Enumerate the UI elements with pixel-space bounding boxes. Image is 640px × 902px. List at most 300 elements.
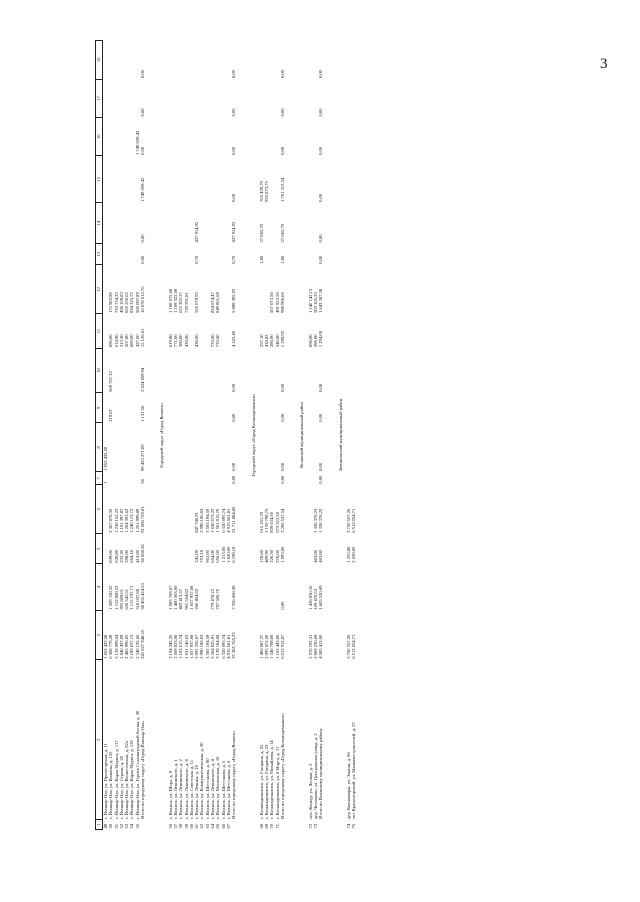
value-cell: 3 128 899,04	[113, 634, 119, 659]
row-number-cell: 58	[178, 823, 184, 829]
value-cell: 241 827 948,55	[140, 630, 146, 659]
value-cell: 507 073,50	[269, 292, 275, 313]
total-row	[318, 41, 328, 830]
value-cell: 0,00	[280, 475, 286, 484]
section-heading: Звениговский муниципальный район	[337, 398, 343, 472]
address-cell: г. Йошкар-Ола, ул. Серова, д. 20	[118, 756, 124, 819]
value-cell: 1 346 708,00	[269, 634, 275, 659]
value-cell: 3 189 637,15	[129, 634, 135, 659]
address-cell: пос. Кочкур, ул. Лесная, д. 2	[307, 763, 313, 819]
value-cell: 733,00	[210, 334, 216, 348]
column-header: 11	[96, 314, 103, 348]
value-cell: 2 307 878,32	[108, 508, 114, 533]
value-cell: 507,80	[124, 334, 130, 348]
value-cell: 2 990 186,03	[199, 634, 205, 659]
address-cell: г. Волжск, ул. Ленинского, д. 8	[183, 759, 189, 819]
value-cell: 491 922,50	[274, 292, 280, 313]
row-number-cell: 61	[194, 823, 200, 829]
value-cell: 0,00	[280, 413, 286, 422]
value-cell: 280,00	[269, 334, 275, 348]
value-cell: 1 261 999,89	[134, 508, 140, 533]
total-row	[231, 41, 241, 830]
value-cell: 427 914,92	[194, 221, 200, 243]
address-cell: г. Козьмодемьянск, ул. Гагарина, д. 23	[264, 744, 270, 819]
value-cell: 21 711 884,00	[231, 506, 237, 533]
value-cell: 0,00	[231, 108, 237, 117]
value-cell: 4 915 561,81	[225, 634, 231, 659]
value-cell: 626 342,61	[124, 588, 130, 610]
value-cell: 0,00	[318, 234, 324, 243]
address-cell: г. Козьмодемьянск, ул. Михайлова, д. 14	[269, 740, 275, 819]
row-number-cell: 51	[113, 823, 119, 829]
value-cell: 1 204 393,62	[124, 508, 130, 533]
value-cell: 1 238 152,23	[113, 508, 119, 533]
total-row	[280, 41, 290, 830]
value-cell: 614,90	[113, 334, 119, 348]
value-cell: 6 308 779,28	[108, 634, 114, 659]
row-number-cell: 54	[129, 823, 135, 829]
value-cell: 1 631 146,63	[183, 634, 189, 659]
value-cell: 413,00	[134, 550, 140, 563]
value-cell	[351, 564, 356, 611]
value-cell: 0,00	[231, 193, 237, 202]
value-cell: 418,82	[264, 334, 270, 348]
address-cell: Итого по Волжскому муниципальному району	[318, 728, 324, 819]
value-cell: 1 749 059,42	[140, 177, 146, 202]
value-cell: 0,00	[280, 70, 286, 79]
value-cell: 1 338 378,23	[312, 508, 318, 533]
address-cell: г. Йошкар-Ола, ул. Волкова, д. 125	[108, 751, 114, 819]
value-cell: 771,00	[172, 334, 178, 348]
address-cell: г. Йошкар-Ола, ул. Вознесенская, д. 82а	[124, 741, 130, 819]
value-cell: 340,00	[274, 334, 280, 348]
value-cell: 0,00	[280, 601, 286, 610]
total-row	[140, 41, 150, 830]
row-number-cell: 49	[103, 823, 108, 829]
value-cell: 226,50	[269, 550, 275, 563]
value-cell: 50	[140, 479, 146, 484]
value-cell: 8,70	[231, 255, 237, 264]
value-cell: 779 478,22	[210, 588, 216, 610]
row-number-cell: 72	[307, 823, 313, 829]
value-cell: 257,10	[258, 334, 264, 348]
address-cell: г. Волжск, ул. Шестакова, д. 5	[220, 760, 226, 819]
value-cell	[351, 156, 356, 203]
address-cell: г. Волжск, ул. Ленинского, д. 4	[210, 759, 216, 819]
value-cell: 615 181,79	[258, 512, 264, 533]
value-cell: 1 165 443,00	[274, 634, 280, 659]
column-header: 7	[96, 472, 103, 485]
value-cell: 483 413,37	[178, 588, 184, 610]
value-cell: 172 983,90	[108, 292, 114, 313]
column-header: 16	[96, 118, 103, 156]
address-cell: г. Волжск, ул. Ленинского, д. 2	[178, 759, 184, 819]
section-heading-row	[294, 41, 307, 830]
value-cell	[351, 243, 356, 264]
value-cell: 689,00	[129, 334, 135, 348]
value-cell: 1 643 307,38	[318, 288, 324, 313]
value-cell: 664,10	[129, 550, 135, 563]
section-heading-row	[246, 41, 259, 830]
value-cell: 0,00	[140, 234, 146, 243]
value-cell: 0,00	[280, 108, 286, 117]
section-heading-row	[333, 41, 346, 830]
row-number-cell: 50	[108, 823, 114, 829]
value-cell: 847 746,91	[194, 512, 200, 533]
value-cell: 555 079,92	[194, 292, 200, 313]
value-cell: 1 840 437,09	[118, 634, 124, 659]
value-cell: 1 749 059,42	[134, 130, 140, 155]
address-cell: г. Волжск, ул. Московская, д. 10	[215, 756, 221, 819]
value-cell: 463,00	[318, 550, 324, 563]
row-number-cell	[140, 820, 150, 830]
value-cell: 2 340 135,66	[134, 634, 140, 659]
value-cell: 27 065,79	[258, 224, 264, 243]
row-number-cell: 52	[118, 823, 124, 829]
address-cell: г. Волжск, ул. Коммунистическая, д. 20	[199, 742, 205, 819]
column-header: 18	[96, 41, 103, 80]
value-cell: 503 165,23	[312, 292, 318, 313]
value-cell: 15 126,01	[140, 328, 146, 348]
value-cell: 0,00	[280, 462, 286, 471]
value-cell: 3 505 194,59	[204, 508, 210, 533]
row-number-cell: 56	[167, 823, 173, 829]
value-cell: 409,90	[264, 550, 270, 563]
capital-repair-register-table	[95, 40, 356, 830]
value-cell: 27 065,79	[280, 224, 286, 243]
value-cell	[351, 79, 356, 117]
value-cell: 1 085 769,67	[167, 585, 173, 610]
value-cell: 3 286 537,54	[280, 508, 286, 533]
value-cell	[351, 472, 356, 485]
value-cell: 3 505 194,59	[204, 634, 210, 659]
address-cell: г. Йошкар-Ола, ул. Карла Маркса, д. 126	[129, 740, 135, 819]
value-cell: 333,30	[118, 550, 124, 563]
value-cell	[351, 423, 356, 472]
value-cell: 1 152 080,23	[113, 585, 119, 610]
column-header: 2	[96, 660, 103, 820]
column-header: 13	[96, 243, 103, 264]
value-cell: 260 404,92	[194, 588, 200, 610]
value-cell: 30 068,56	[140, 544, 146, 563]
row-number-cell: 63	[204, 823, 210, 829]
value-cell: 1,80	[280, 255, 286, 264]
value-cell: 560 097,89	[134, 292, 140, 313]
section-heading: Городской округ «Город Козьмодемьянск»	[250, 393, 256, 477]
value-cell: 380,00	[178, 334, 184, 348]
register-body	[103, 41, 357, 830]
value-cell: 398,00	[124, 550, 130, 563]
value-cell: 1 169 322,00	[172, 288, 178, 313]
value-cell: 0,00	[140, 70, 146, 79]
section-heading: Городской округ «Город Волжск»	[159, 402, 165, 468]
value-cell: 3 264 825,91	[210, 634, 216, 659]
address-cell: г. Волжск, ул. Шора, д. 9	[167, 770, 173, 819]
row-number-cell: 70	[269, 823, 275, 829]
value-cell: 733 754,22	[113, 292, 119, 313]
value-cell: 427,00	[134, 334, 140, 348]
value-cell: 787 506,70	[215, 588, 221, 610]
value-cell: 436 169,82	[118, 292, 124, 313]
address-cell: Итого по городскому округу «Город Йошкар-Ола»	[140, 720, 146, 819]
value-cell: 0,00	[318, 146, 324, 155]
column-header: 12	[96, 265, 103, 314]
value-cell: 438,00	[194, 334, 200, 348]
value-cell: 1,80	[258, 255, 264, 264]
address-cell: г. Козьмодемьянск, ул. Гагарина, д. 55	[258, 744, 264, 819]
value-cell: 763 439,79	[258, 181, 264, 202]
value-cell: 0,00	[318, 475, 324, 484]
value-cell: 733,60	[215, 334, 221, 348]
row-number-cell: 75	[351, 823, 357, 829]
value-cell: 619,80	[167, 334, 173, 348]
value-cell	[351, 314, 356, 348]
value-cell: 0,00	[318, 255, 324, 264]
section-heading-row	[154, 41, 167, 830]
value-cell: 1 101 397,87	[118, 508, 124, 533]
value-cell: 1 115 197,71	[129, 585, 135, 610]
value-cell: 0,00	[231, 475, 237, 484]
value-cell: 4 585 413,00	[318, 634, 324, 659]
column-header: 8	[96, 423, 103, 472]
value-cell: 0,00	[280, 146, 286, 155]
address-cell: г. Йошкар-Ола, ул. Пролетарская, д. 11	[103, 743, 108, 819]
row-number-cell: 74	[345, 823, 351, 829]
value-cell: 1 657 937,68	[188, 585, 194, 610]
value-cell: 0,00	[231, 383, 237, 392]
value-cell: 6 198,18	[231, 546, 237, 563]
value-cell: 2 194 345,35	[167, 634, 173, 659]
value-cell: 935 873,75	[264, 181, 270, 202]
row-number-cell: 60	[188, 823, 194, 829]
value-cell: 0,00	[280, 383, 286, 392]
row-number-cell: 66	[220, 823, 226, 829]
table-row	[351, 41, 356, 830]
value-cell: 1 233,80	[345, 546, 351, 563]
value-cell	[351, 348, 356, 393]
address-cell: г. Волжск, ул. Советская, д. 11	[188, 759, 194, 819]
value-cell: 0,00	[140, 108, 146, 117]
value-cell: 7 356 660,38	[231, 585, 237, 610]
value-cell: 392 869,01	[118, 588, 124, 610]
value-cell: 6 320 695,74	[220, 508, 226, 533]
value-cell: 1 501 815,70	[215, 508, 221, 533]
value-cell: 4 915 561,81	[225, 508, 231, 533]
value-cell: 1 853 433,58	[103, 446, 108, 471]
value-cell	[351, 118, 356, 156]
value-cell: 1 400 503,00	[172, 585, 178, 610]
value-cell: 6 320 695,74	[220, 634, 226, 659]
value-cell: 1 605 520,69	[318, 585, 324, 610]
address-cell: г. Волжск, ул. Ленинского, д. 1	[172, 759, 178, 819]
value-cell: 1 436 050,16	[307, 585, 313, 610]
rotated-register-sheet	[95, 40, 575, 830]
value-cell: 219,07	[108, 409, 114, 422]
value-cell: 5 889 305,93	[231, 288, 237, 313]
value-cell: 35 385 765,23	[231, 632, 237, 659]
value-cell: 6 513 054,71	[351, 634, 357, 659]
value-cell: 2 091 226,67	[194, 634, 200, 659]
row-number-cell: 59	[183, 823, 189, 829]
value-cell: 2 990 186,03	[199, 508, 205, 533]
value-cell: 1 140 142,15	[307, 288, 313, 313]
value-cell: 0,00	[231, 462, 237, 471]
value-cell: 1 093,00	[280, 546, 286, 563]
value-cell: 0,00	[231, 146, 237, 155]
value-cell: 1 213,00	[220, 546, 226, 563]
value-cell: 998 996,00	[280, 292, 286, 313]
value-cell: 427 914,92	[231, 221, 237, 243]
value-cell: 834 325,72	[129, 292, 135, 313]
value-cell: 2 485 996,85	[124, 634, 130, 659]
value-cell: 0,00	[318, 193, 324, 202]
row-number-cell: 64	[210, 823, 216, 829]
value-cell: 1 131,56	[140, 405, 146, 422]
value-cell: 439,00	[183, 334, 189, 348]
column-header: 4	[96, 564, 103, 611]
address-cell: пгт Красногорский, ул. Машиностроителей, д. 27	[351, 722, 357, 819]
value-cell: 1 159 798,75	[264, 508, 270, 533]
value-cell: 1 108 575,68	[167, 288, 173, 313]
value-cell: 0,00	[318, 413, 324, 422]
value-cell	[351, 265, 356, 314]
value-cell: 4 103,40	[231, 330, 237, 348]
row-number-cell: 53	[124, 823, 130, 829]
value-cell: 673 522,50	[274, 512, 280, 533]
value-cell: 628,80	[113, 550, 119, 563]
value-cell: 341,00	[194, 550, 200, 563]
row-number-cell: 65	[215, 823, 221, 829]
value-cell: 16 678 612,76	[140, 286, 146, 313]
value-cell: 1 240 113,72	[129, 508, 135, 533]
address-cell: г. Волжск, ул. Шестакова, д. 80	[204, 758, 210, 819]
value-cell: 1 701 313,54	[280, 177, 286, 202]
value-cell: 729 591,81	[183, 292, 189, 313]
address-cell: г. Козьмодемьянск, ул. 8 Марта, д. 17	[274, 746, 280, 819]
value-cell: 656,00	[215, 550, 221, 563]
address-cell: Итого по городскому округу «Город Козьмодемьянск»	[280, 712, 286, 819]
value-cell: 0,00	[318, 383, 324, 392]
column-header: 6	[96, 485, 103, 534]
value-cell: 1 630 673,22	[210, 508, 216, 533]
row-number-cell: 73	[312, 823, 318, 829]
value-cell: 1 620,00	[225, 546, 231, 563]
value-cell: 839,00	[108, 550, 114, 563]
value-cell: 1 299,92	[280, 330, 286, 348]
value-cell: 654,00	[210, 550, 216, 563]
address-cell: г. Волжск, ул. Ленина, д. 18	[194, 765, 200, 819]
value-cell: 2 009 220,69	[312, 634, 318, 659]
value-cell: 1 509 130,32	[108, 585, 114, 610]
address-cell: Итого по городскому округу «Город Волжск»	[231, 730, 237, 819]
value-cell: 0,00	[318, 108, 324, 117]
value-cell: 1 406 087,37	[258, 634, 264, 659]
value-cell: 2 576 192,31	[307, 634, 313, 659]
value-cell: 90 433 271,09	[140, 444, 146, 471]
value-cell: 1 657 937,68	[188, 634, 194, 659]
value-cell: 3 139 184,08	[215, 634, 221, 659]
value-cell: 0,00	[318, 462, 324, 471]
value-cell: 2 638,00	[351, 546, 357, 563]
row-number-cell: 67	[225, 823, 231, 829]
row-number-cell: 68	[258, 823, 264, 829]
value-cell: 962,00	[204, 550, 210, 563]
column-number-header	[96, 41, 103, 830]
value-cell	[351, 393, 356, 423]
value-cell: 169 470,53	[312, 588, 318, 610]
value-cell: 698,00	[307, 334, 313, 348]
value-cell: 3 750 557,26	[345, 634, 351, 659]
column-header: 5	[96, 534, 103, 564]
row-number-cell	[280, 820, 290, 830]
value-cell: 569 707,32	[108, 371, 114, 392]
page-number: 3	[600, 56, 608, 72]
row-number-cell: 55	[134, 823, 140, 829]
value-cell: 0,00	[231, 70, 237, 79]
row-number-cell: 62	[199, 823, 205, 829]
value-cell: 38 455 424,53	[140, 583, 146, 610]
value-cell: 313,30	[118, 334, 124, 348]
value-cell: 2 569 823,00	[172, 634, 178, 659]
value-cell: 91 086 720,81	[140, 506, 146, 533]
value-cell: 849 861,68	[215, 292, 221, 313]
value-cell: 2 824 859,94	[140, 367, 146, 392]
value-cell: 655 220,62	[124, 292, 130, 313]
value-cell: 596,00	[312, 334, 318, 348]
value-cell: 0,00	[140, 255, 146, 264]
value-cell: 518 037,88	[134, 588, 140, 610]
value-cell: 6 513 054,71	[351, 508, 357, 533]
value-cell: 622 202,37	[178, 292, 184, 313]
value-cell: 278,00	[274, 550, 280, 563]
address-cell: дер. Кокшамары, ул. Эмаши, д. 80	[345, 752, 351, 819]
value-cell: 1	[103, 481, 108, 484]
value-cell: 901 554,82	[183, 588, 189, 610]
section-heading: Волжский муниципальный район	[299, 402, 305, 468]
column-header: 1	[96, 820, 103, 830]
value-cell: 1 105 615,74	[178, 634, 184, 659]
value-cell: 0,00	[140, 146, 146, 155]
column-header: 14	[96, 203, 103, 244]
value-cell: 854 674,47	[210, 292, 216, 313]
row-number-cell: 57	[172, 823, 178, 829]
value-cell	[351, 203, 356, 244]
value-cell: 3 750 557,26	[345, 508, 351, 533]
address-cell: г. Йошкар-Ола, ул. Героев Сталинградской битвы, д. 30	[134, 710, 140, 819]
value-cell: 690,00	[108, 334, 114, 348]
value-cell: 0,00	[231, 413, 237, 422]
row-number-cell	[318, 820, 328, 830]
value-cell: 463,00	[312, 550, 318, 563]
column-header: 15	[96, 156, 103, 203]
value-cell	[351, 41, 356, 80]
address-cell: дер. Чесноково, ул. Центральная улица, д. 2	[312, 733, 318, 819]
value-cell: 6 013 912,87	[280, 634, 286, 659]
column-header: 9	[96, 393, 103, 423]
row-number-cell	[231, 820, 241, 830]
value-cell: 1 853 433,58	[103, 634, 108, 659]
value-cell: 178,60	[258, 550, 264, 563]
address-cell: г. Волжск, ул. Шестакова, д. 6	[225, 760, 231, 819]
address-cell: г. Йошкар-Ола, ул. Карла Маркса, д. 117	[113, 740, 119, 819]
value-cell: 1 338 378,23	[318, 508, 324, 533]
column-header: 17	[96, 79, 103, 117]
column-header: 10	[96, 348, 103, 393]
value-cell: 0,00	[318, 70, 324, 79]
value-cell: 753,18	[199, 550, 205, 563]
row-number-cell: 69	[264, 823, 270, 829]
value-cell: 2 095 672,50	[264, 634, 270, 659]
